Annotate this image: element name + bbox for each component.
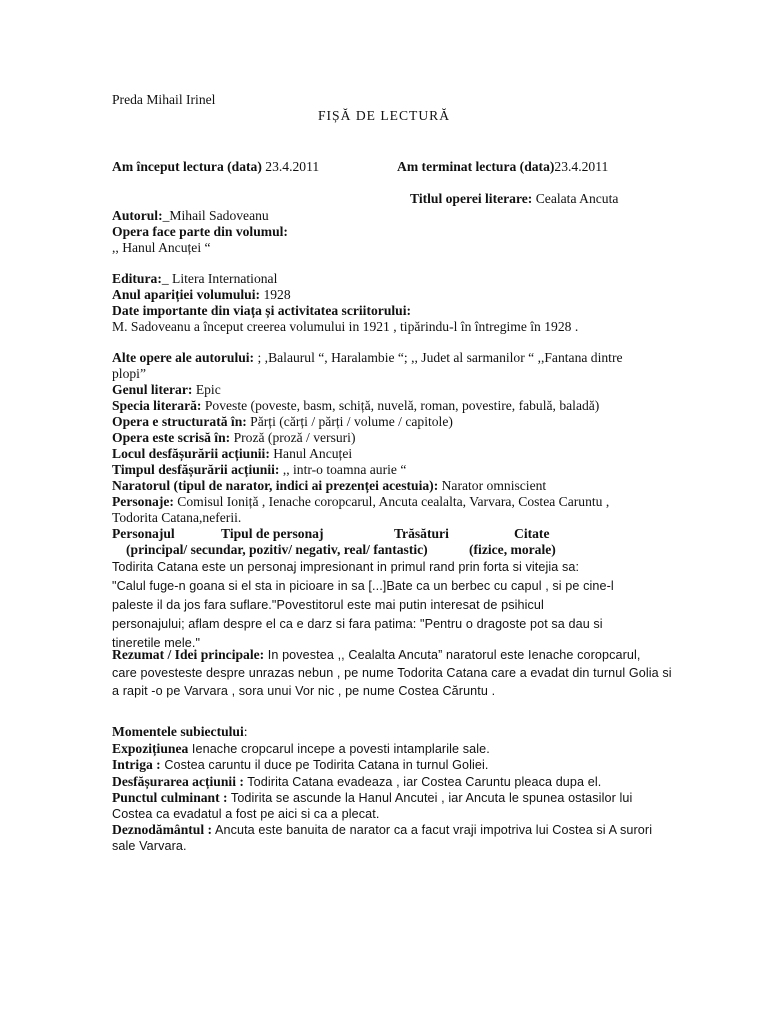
time-line xyxy=(112,462,406,478)
end-date-line xyxy=(397,159,608,175)
moments-heading-text: Momentele subiectului xyxy=(112,724,244,739)
document-title: FIȘĂ DE LECTURĂ xyxy=(317,108,451,123)
work-title-value: Cealata Ancuta xyxy=(532,191,619,206)
table-header-col4: Citate xyxy=(514,526,550,541)
start-date-label: Am început lectura (data) xyxy=(112,159,262,174)
place-value: Hanul Ancuței xyxy=(269,446,353,461)
genre-value: Epic xyxy=(192,382,221,397)
rising-action-value: Todirita Catana evadeaza , iar Costea Caruntu pleaca dupa el. xyxy=(243,775,602,789)
narrator-line xyxy=(112,478,546,494)
genre-label: Genul literar: xyxy=(112,382,193,397)
climax-value: Todirita se ascunde la Hanul Ancutei , iar Ancuta le spunea ostasilor lui xyxy=(227,791,633,805)
rising-action-label: Desfășurarea acțiunii : xyxy=(112,774,244,789)
denouement-continuation: sale Varvara. xyxy=(112,839,187,853)
genre-line xyxy=(112,382,221,398)
volume-value: ,, Hanul Ancuței “ xyxy=(112,240,211,255)
intrigue-line xyxy=(112,757,489,773)
summary-line-2: care povesteste despre unrazas nebun , pe nume Todorita Catana care a evadat din turnul Golia si xyxy=(112,666,672,680)
characters-label: Personaje: xyxy=(112,494,174,509)
place-line xyxy=(112,446,352,462)
work-title-label: Titlul operei literare: xyxy=(410,191,533,206)
table-header-col3: Trăsături xyxy=(394,526,449,541)
climax-continuation: Costea ca evadatul a fost pe aici si ca a plecat. xyxy=(112,807,380,821)
species-line xyxy=(112,398,599,414)
denouement-line xyxy=(112,822,652,838)
narrator-value: Narator omniscient xyxy=(438,478,547,493)
climax-line xyxy=(112,790,632,806)
moments-heading xyxy=(112,724,248,740)
table-subheader-type: (principal/ secundar, pozitiv/ negativ, real/ fantastic) xyxy=(126,542,428,557)
author-label: Autorul: xyxy=(112,208,163,223)
structure-line xyxy=(112,414,453,430)
characters-value: Comisul Ioniță , Ienache coropcarul, Ancuta cealalta, Varvara, Costea Caruntu , xyxy=(173,494,610,509)
bio-value: M. Sadoveanu a început creerea volumului in 1921 , tipărindu-l în întregime în 1928 . xyxy=(112,319,579,334)
publisher-label: Editura: xyxy=(112,271,162,286)
table-header-col1: Personajul xyxy=(112,526,175,541)
written-value: Proză (proză / versuri) xyxy=(230,430,356,445)
exposition-line xyxy=(112,741,490,757)
start-date-value: 23.4.2011 xyxy=(261,159,320,174)
summary-value: In povestea ,, Cealalta Ancuta” naratorul este Ienache coropcarul, xyxy=(264,648,641,662)
structure-label: Opera e structurată în: xyxy=(112,414,247,429)
exposition-value: Ienache cropcarul incepe a povesti intamplarile sale. xyxy=(188,742,490,756)
place-label: Locul desfășurării acțiunii: xyxy=(112,446,270,461)
time-value: ,, intr-o toamna aurie “ xyxy=(279,462,407,477)
exposition-label: Expozițiunea xyxy=(112,741,189,756)
intrigue-label: Intriga : xyxy=(112,757,161,772)
species-value: Poveste (poveste, basm, schiță, nuvelă, roman, povestire, fabulă, baladă) xyxy=(201,398,600,413)
written-label: Opera este scrisă în: xyxy=(112,430,231,445)
other-works-label: Alte opere ale autorului: xyxy=(112,350,255,365)
character-analysis-line-1: Todirita Catana este un personaj impresionant in primul rand prin forta si vitejia sa: xyxy=(112,560,580,574)
summary-line-3: a rapit -o pe Varvara , sora unui Vor nic , pe nume Costea Căruntu . xyxy=(112,684,496,698)
other-works-continuation: plopi” xyxy=(112,366,146,381)
rising-action-line xyxy=(112,774,601,790)
other-works-value: ; ,Balaurul “, Haralambie “; ,, Judet al sarmanilor “ ,,Fantana dintre xyxy=(254,350,623,365)
year-value: 1928 xyxy=(260,287,291,302)
publisher-line xyxy=(112,271,277,287)
structure-value: Părți (cărți / părți / volume / capitole) xyxy=(246,414,453,429)
written-line xyxy=(112,430,355,446)
characters-continuation: Todorita Catana,neferii. xyxy=(112,510,242,525)
volume-label: Opera face parte din volumul: xyxy=(112,224,288,239)
year-line xyxy=(112,287,291,303)
student-name: Preda Mihail Irinel xyxy=(112,92,216,107)
character-analysis-line-3: paleste il da jos fara suflare."Povestitorul este mai putin interesat de psihicul xyxy=(112,598,544,612)
author-line xyxy=(112,208,269,224)
denouement-label: Deznodământul : xyxy=(112,822,213,837)
table-header-col2: Tipul de personaj xyxy=(221,526,324,541)
species-label: Specia literară: xyxy=(112,398,202,413)
character-analysis-line-2: "Calul fuge-n goana si el sta in picioare in sa [...]Bate ca un berbec cu capul , si pe cine-l xyxy=(112,579,614,593)
publisher-value: _ Litera International xyxy=(161,271,278,286)
narrator-label: Naratorul (tipul de narator, indici ai prezenței acestuia): xyxy=(112,478,439,493)
time-label: Timpul desfășurării acțiunii: xyxy=(112,462,280,477)
end-date-label: Am terminat lectura (data) xyxy=(397,159,555,174)
character-analysis-line-4: personajului; aflam despre el ca e darz si fara patima: "Pentru o dragoste pot sa dau si xyxy=(112,617,603,631)
other-works-line xyxy=(112,350,623,366)
moments-heading-colon: : xyxy=(243,724,248,739)
characters-line xyxy=(112,494,609,510)
bio-label: Date importante din viața și activitatea scriitorului: xyxy=(112,303,412,318)
start-date-line xyxy=(112,159,319,175)
end-date-value: 23.4.2011 xyxy=(554,159,609,174)
denouement-value: Ancuta este banuita de narator ca a facut vraji impotriva lui Costea si A surori xyxy=(212,823,653,837)
summary-label: Rezumat / Idei principale: xyxy=(112,647,265,662)
year-label: Anul apariției volumului: xyxy=(112,287,261,302)
table-subheader-traits: (fizice, morale) xyxy=(469,542,556,557)
intrigue-value: Costea caruntu il duce pe Todirita Catana in turnul Goliei. xyxy=(160,758,489,772)
author-value: _Mihail Sadoveanu xyxy=(162,208,269,223)
character-analysis-line-5: tineretile mele." xyxy=(112,636,201,650)
climax-label: Punctul culminant : xyxy=(112,790,228,805)
summary-line-1 xyxy=(112,647,641,663)
work-title-line xyxy=(410,191,618,207)
